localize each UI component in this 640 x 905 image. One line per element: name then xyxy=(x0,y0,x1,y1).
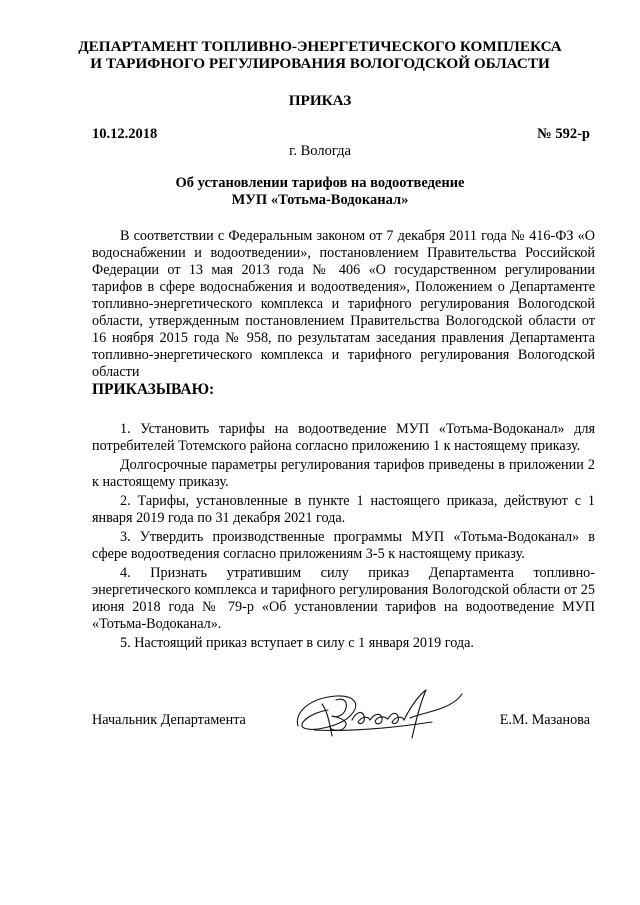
signatory-name: Е.М. Мазанова xyxy=(499,712,590,728)
handwritten-signature xyxy=(292,686,467,740)
decree-item: 2. Тарифы, установленные в пункте 1 настоящего приказа, действуют с 1 января 2019 года по 31 декабря 2021 года. xyxy=(92,493,595,526)
document-city: г. Вологда xyxy=(289,143,351,159)
decree-items xyxy=(92,421,595,652)
department-title-line2: И ТАРИФНОГО РЕГУЛИРОВАНИЯ ВОЛОГОДСКОЙ ОБЛАСТИ xyxy=(90,55,550,72)
signatory-position: Начальник Департамента xyxy=(92,712,246,728)
document-subject xyxy=(60,175,580,209)
decree-word: ПРИКАЗЫВАЮ: xyxy=(92,381,215,398)
decree-item: 1. Установить тарифы на водоотведение МУП «Тотьма-Водоканал» для потребителей Тотемского района согласно приложению 1 к настоящему приказу. xyxy=(92,421,595,454)
document-date: 10.12.2018 xyxy=(92,126,158,142)
decree-item: 5. Настоящий приказ вступает в силу с 1 января 2019 года. xyxy=(120,635,474,651)
document-type: ПРИКАЗ xyxy=(288,92,352,109)
department-title xyxy=(60,38,580,72)
decree-item: Долгосрочные параметры регулирования тарифов приведены в приложении 2 к настоящему приказу. xyxy=(92,457,595,490)
decree-item: 4. Признать утратившим силу приказ Департамента топливно-энергетического комплекса и тарифного регулирования Вологодской области от 25 июня 2018 года № 79-р «Об установлении тарифов на водоотведение МУП «Тотьма-Водоканал». xyxy=(92,565,595,632)
subject-line2: МУП «Тотьма-Водоканал» xyxy=(231,192,409,208)
subject-line1: Об установлении тарифов на водоотведение xyxy=(175,175,465,191)
document-number: № 592-р xyxy=(537,126,590,142)
decree-item: 3. Утвердить производственные программы МУП «Тотьма-Водоканал» в сфере водоотведения согласно приложениям 3-5 к настоящему приказу. xyxy=(92,529,595,562)
intro-paragraph: В соответствии с Федеральным законом от 7 декабря 2011 года № 416-ФЗ «О водоснабжении и водоотведении», постановлением Правительства Российской Федерации от 13 мая 2013 года № 406 «О государственном регулировании тарифов в сфере водоснабжения и водоотведения», Положением о Департаменте топливно-энергетического комплекса и тарифного регулирования Вологодской области, утвержденным постановлением Правительства Вологодской области от 16 ноября 2015 года № 958, по результатам заседания правления Департамента топливно-энергетического комплекса и тарифного регулирования Вологодской области xyxy=(92,228,595,380)
department-title-line1: ДЕПАРТАМЕНТ ТОПЛИВНО-ЭНЕРГЕТИЧЕСКОГО КОМПЛЕКСА xyxy=(78,38,562,55)
